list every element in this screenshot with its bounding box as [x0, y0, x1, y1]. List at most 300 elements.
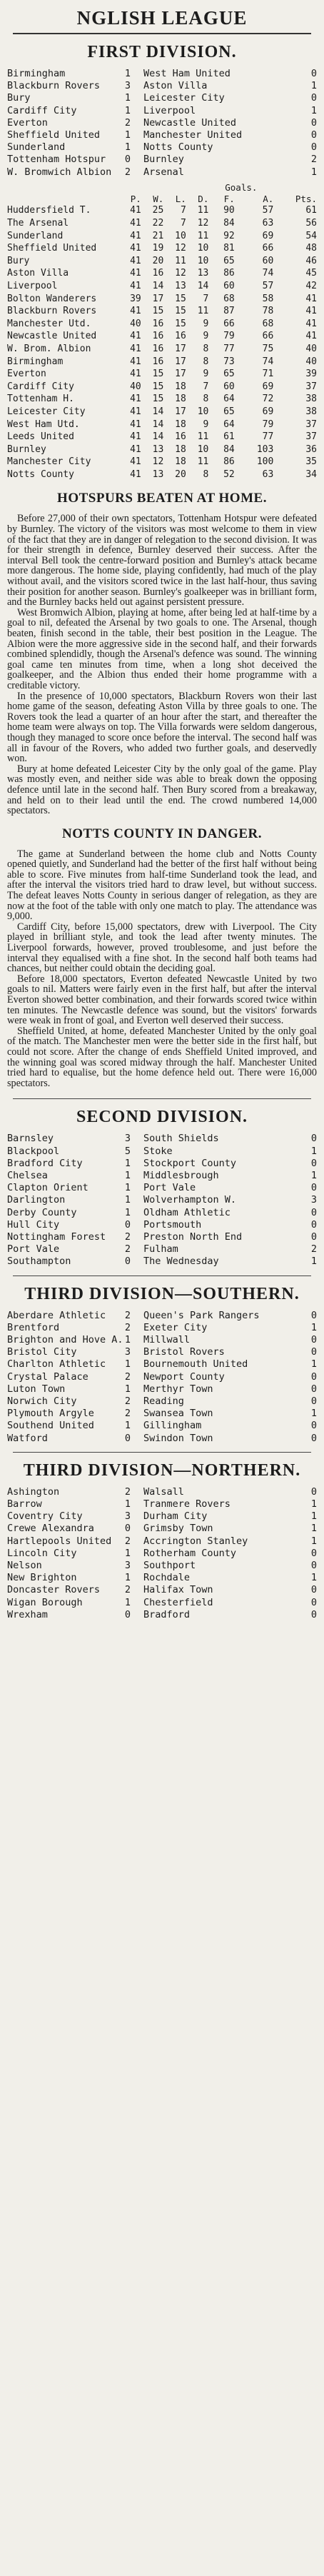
stat-cell: 77	[223, 343, 235, 354]
stat-cell: 9	[203, 419, 209, 430]
stat-cell: 41	[130, 230, 141, 241]
stat-cell: 13	[175, 280, 186, 291]
standings-row	[7, 468, 317, 481]
result-row	[7, 1498, 317, 1510]
stat-cell: 79	[223, 331, 235, 342]
away-score: 0	[310, 92, 317, 104]
home-team: Sunderland	[7, 141, 66, 154]
stat-cell: 10	[175, 230, 186, 241]
stat-cell: 11	[197, 431, 209, 443]
stat-cell: 14	[152, 431, 164, 443]
stat-cell: 41	[305, 306, 317, 317]
away-score: 1	[310, 1498, 317, 1510]
home-score: 2	[124, 1243, 131, 1256]
away-team: Arsenal	[143, 166, 184, 178]
column-header: W.	[153, 194, 164, 205]
stat-cell: 81	[223, 243, 235, 254]
away-score: 0	[310, 116, 317, 129]
standings-row	[7, 293, 317, 306]
home-score: 5	[124, 1145, 131, 1157]
away-score: 0	[310, 1309, 317, 1321]
home-score: 1	[124, 104, 131, 116]
away-score: 1	[310, 1358, 317, 1370]
home-score: 1	[124, 1498, 131, 1510]
standings-row	[7, 318, 317, 331]
stat-cell: 69	[262, 230, 274, 241]
away-score: 1	[310, 1535, 317, 1547]
home-team: Port Vale	[7, 1243, 60, 1256]
stat-cell: 13	[152, 468, 164, 480]
stat-cell: 41	[130, 406, 141, 417]
home-score: 0	[124, 1256, 131, 1268]
stat-cell: 34	[305, 468, 317, 480]
standings-row	[7, 431, 317, 443]
away-score: 0	[310, 1560, 317, 1572]
standings-row	[7, 381, 317, 394]
home-team: Everton	[7, 116, 48, 129]
home-team: Barrow	[7, 1498, 42, 1510]
stat-cell: 12	[175, 268, 186, 279]
result-row	[7, 166, 317, 179]
stat-cell: 16	[152, 268, 164, 279]
away-team: Oldham Athletic	[143, 1206, 231, 1218]
away-score: 1	[310, 80, 317, 92]
home-score: 2	[124, 1321, 131, 1333]
stat-cell: 52	[223, 468, 235, 480]
stat-cell: 39	[305, 369, 317, 380]
stat-cell: 11	[197, 306, 209, 317]
away-team: South Shields	[143, 1133, 219, 1145]
home-team: Bury	[7, 92, 31, 104]
home-score: 1	[124, 1358, 131, 1370]
stat-cell: 12	[197, 218, 209, 229]
away-score: 1	[310, 1321, 317, 1333]
away-score: 1	[310, 1408, 317, 1420]
result-row	[7, 154, 317, 166]
stat-cell: 60	[223, 280, 235, 291]
stat-cell: 14	[152, 406, 164, 417]
stat-cell: 92	[223, 230, 235, 241]
away-team: Rotherham County	[143, 1547, 236, 1559]
home-team: W. Bromwich Albion	[7, 166, 112, 178]
away-team: Notts County	[143, 141, 213, 154]
stat-cell: 9	[203, 369, 209, 380]
result-row	[7, 1194, 317, 1206]
club-name: Tottenham H.	[7, 394, 74, 405]
standings-row	[7, 280, 317, 293]
article-paragraph: In the presence of 10,000 spectators, Blackburn Rovers won their last home game of the season, defeating Aston Villa by three goals to one. The Rovers took the lead a quarter of an hour after the start, and thereafter the home team were always on top. The Villa forwards were seldom dangerous, though they managed to score once before the interval. The second half was all in favour of the Rovers, who added two further goals, and deservedly won.	[7, 690, 317, 765]
stat-cell: 41	[130, 343, 141, 354]
away-score: 0	[310, 1608, 317, 1620]
home-team: Hartlepools United	[7, 1535, 112, 1547]
home-team: Birmingham	[7, 68, 66, 79]
stat-cell: 8	[203, 343, 209, 354]
stat-cell: 15	[175, 293, 186, 304]
stat-cell: 11	[197, 456, 209, 468]
stat-cell: 22	[152, 218, 164, 229]
article2-body	[7, 849, 317, 1089]
standings-row	[7, 204, 317, 217]
stat-cell: 41	[130, 255, 141, 266]
result-row	[7, 1358, 317, 1370]
away-score: 0	[310, 1395, 317, 1408]
home-team: Wigan Borough	[7, 1596, 83, 1608]
column-header: A.	[263, 194, 274, 205]
stat-cell: 8	[203, 356, 209, 367]
stat-cell: 18	[175, 381, 186, 392]
stat-cell: 37	[305, 381, 317, 392]
stat-cell: 17	[175, 369, 186, 380]
home-team: Nelson	[7, 1560, 42, 1572]
masthead: NGLISH LEAGUE	[76, 7, 248, 29]
stat-cell: 71	[262, 369, 274, 380]
standings-row	[7, 230, 317, 243]
third-south-results	[7, 1310, 317, 1445]
home-team: Brentford	[7, 1321, 60, 1333]
result-row	[7, 1584, 317, 1596]
stat-cell: 15	[152, 381, 164, 392]
home-team: Plymouth Argyle	[7, 1408, 94, 1420]
away-score: 1	[310, 1523, 317, 1535]
article-paragraph: Cardiff City, before 15,000 spectators, drew with Liverpool. The City played in brilliant style, and took the lead after twenty minutes. The Liverpool forwards, however, proved troublesome, and just before the interval they equalised with a fine shot. In the second half both teams had chances, but neither could obtain the deciding goal.	[7, 921, 317, 975]
away-score: 0	[310, 1485, 317, 1498]
result-row	[7, 1182, 317, 1194]
stat-cell: 41	[130, 431, 141, 443]
stat-cell: 36	[305, 443, 317, 455]
club-name: Notts County	[7, 468, 74, 480]
home-team: New Brighton	[7, 1572, 77, 1584]
result-row	[7, 1510, 317, 1523]
away-team: Burnley	[143, 154, 184, 166]
result-row	[7, 129, 317, 141]
home-team: Southampton	[7, 1256, 71, 1268]
away-team: Leicester City	[143, 92, 225, 104]
stat-cell: 66	[262, 331, 274, 342]
stat-cell: 11	[175, 255, 186, 266]
stat-cell: 13	[152, 443, 164, 455]
stat-cell: 40	[130, 318, 141, 329]
home-score: 2	[124, 1485, 131, 1498]
result-row	[7, 1433, 317, 1445]
home-team: Derby County	[7, 1206, 77, 1218]
home-score: 0	[124, 1218, 131, 1231]
home-score: 1	[124, 1182, 131, 1194]
home-score: 1	[124, 1547, 131, 1559]
stat-cell: 40	[305, 356, 317, 367]
stat-cell: 15	[175, 318, 186, 329]
stat-cell: 10	[197, 255, 209, 266]
stat-cell: 20	[152, 255, 164, 266]
result-row	[7, 1310, 317, 1322]
home-team: Nottingham Forest	[7, 1231, 106, 1243]
stat-cell: 41	[130, 419, 141, 430]
away-team: Rochdale	[143, 1572, 190, 1584]
home-team: Clapton Orient	[7, 1182, 88, 1194]
home-team: Norwich City	[7, 1395, 77, 1408]
first-division-heading: FIRST DIVISION.	[87, 43, 237, 61]
stat-cell: 14	[197, 280, 209, 291]
home-team: Cardiff City	[7, 104, 77, 116]
standings-row	[7, 255, 317, 268]
stat-cell: 64	[223, 419, 235, 430]
away-team: Tranmere Rovers	[143, 1498, 231, 1510]
stat-cell: 54	[305, 230, 317, 241]
article1-headline: HOTSPURS BEATEN AT HOME.	[57, 491, 267, 506]
club-name: Liverpool	[7, 280, 58, 291]
result-row	[7, 1146, 317, 1158]
club-name: W. Brom. Albion	[7, 343, 91, 354]
away-score: 1	[310, 1145, 317, 1157]
standings-row	[7, 393, 317, 406]
away-team: Port Vale	[143, 1182, 196, 1194]
away-team: Halifax Town	[143, 1584, 213, 1596]
result-row	[7, 1170, 317, 1182]
goals-label: Goals.	[225, 181, 258, 193]
standings-row	[7, 330, 317, 343]
club-name: Huddersfield T.	[7, 205, 91, 216]
stat-cell: 87	[223, 306, 235, 317]
stat-cell: 41	[130, 356, 141, 367]
column-header: D.	[198, 194, 209, 205]
result-row	[7, 1158, 317, 1170]
result-row	[7, 1535, 317, 1548]
home-score: 0	[124, 1432, 131, 1444]
home-score: 1	[124, 1596, 131, 1608]
stat-cell: 17	[175, 406, 186, 417]
stat-cell: 68	[262, 318, 274, 329]
home-score: 1	[124, 129, 131, 141]
away-team: Preston North End	[143, 1231, 243, 1243]
home-team: Bradford City	[7, 1157, 83, 1169]
away-team: Portsmouth	[143, 1218, 202, 1231]
away-team: Southport	[143, 1560, 196, 1572]
home-score: 3	[124, 1560, 131, 1572]
stat-cell: 7	[181, 205, 186, 216]
away-score: 0	[310, 1218, 317, 1231]
stat-cell: 7	[203, 381, 209, 392]
home-score: 1	[124, 1420, 131, 1432]
stat-cell: 38	[305, 394, 317, 405]
away-team: Bradford	[143, 1608, 190, 1620]
away-team: Gillingham	[143, 1420, 202, 1432]
away-team: Bournemouth United	[143, 1358, 248, 1370]
stat-cell: 100	[256, 456, 274, 468]
stat-cell: 103	[256, 443, 274, 455]
stat-cell: 16	[175, 431, 186, 443]
stat-cell: 10	[197, 406, 209, 417]
home-score: 2	[124, 1535, 131, 1547]
result-row	[7, 1334, 317, 1346]
club-name: Everton	[7, 369, 46, 380]
away-score: 2	[310, 154, 317, 166]
stat-cell: 66	[262, 243, 274, 254]
home-score: 3	[124, 1510, 131, 1523]
standings-row	[7, 343, 317, 356]
stat-cell: 58	[262, 293, 274, 304]
result-row	[7, 1408, 317, 1420]
column-header: F.	[223, 194, 235, 205]
first-division-standings	[7, 181, 317, 481]
stat-cell: 41	[130, 306, 141, 317]
result-row	[7, 68, 317, 80]
away-team: Accrington Stanley	[143, 1535, 248, 1547]
result-row	[7, 1383, 317, 1395]
column-header: L.	[175, 194, 186, 205]
stat-cell: 41	[305, 318, 317, 329]
home-team: Barnsley	[7, 1133, 54, 1145]
stat-cell: 40	[130, 381, 141, 392]
home-score: 1	[124, 1206, 131, 1218]
stat-cell: 65	[223, 369, 235, 380]
away-team: Liverpool	[143, 104, 196, 116]
home-score: 2	[124, 116, 131, 129]
result-row	[7, 1420, 317, 1432]
home-team: Wrexham	[7, 1608, 48, 1620]
stat-cell: 13	[197, 268, 209, 279]
stat-cell: 66	[223, 318, 235, 329]
away-team: Newport County	[143, 1370, 225, 1383]
club-name: Sunderland	[7, 230, 64, 241]
stat-cell: 41	[130, 443, 141, 455]
away-team: Durham City	[143, 1510, 208, 1523]
stat-cell: 41	[305, 331, 317, 342]
stat-cell: 86	[223, 456, 235, 468]
stat-cell: 42	[305, 280, 317, 291]
away-team: Bristol Rovers	[143, 1346, 225, 1358]
away-team: Aston Villa	[143, 80, 208, 92]
stat-cell: 7	[181, 218, 186, 229]
stat-cell: 15	[152, 369, 164, 380]
stat-cell: 14	[152, 280, 164, 291]
result-row	[7, 1609, 317, 1621]
result-row	[7, 1548, 317, 1560]
article-paragraph: West Bromwich Albion, playing at home, after being led at half-time by a goal to nil, defeated the Arsenal by two goals to one. The Arsenal, though beaten, finish second in the table, their best position in the League. The Albion were the more aggressive side in the second half, and their forwards combined splendidly, though the Arsenal's defence was sound. The winning goal came ten minutes from time, when a long shot deceived the goalkeeper, and the Albion thus ended their home programme with a creditable victory.	[7, 606, 317, 691]
stat-cell: 10	[197, 243, 209, 254]
stat-cell: 74	[262, 268, 274, 279]
stat-cell: 41	[130, 243, 141, 254]
away-score: 0	[310, 1370, 317, 1383]
stat-cell: 57	[262, 205, 274, 216]
result-row	[7, 1597, 317, 1609]
standings-row	[7, 217, 317, 230]
away-score: 0	[310, 1547, 317, 1559]
stat-cell: 57	[262, 280, 274, 291]
away-score: 0	[310, 1206, 317, 1218]
stat-cell: 41	[130, 268, 141, 279]
away-score: 0	[310, 129, 317, 141]
stat-cell: 46	[305, 255, 317, 266]
stat-cell: 17	[175, 356, 186, 367]
away-score: 1	[310, 1572, 317, 1584]
result-row	[7, 1243, 317, 1256]
result-row	[7, 1371, 317, 1383]
stat-cell: 63	[262, 468, 274, 480]
stat-cell: 73	[223, 356, 235, 367]
away-score: 1	[310, 104, 317, 116]
home-team: Watford	[7, 1432, 48, 1444]
stat-cell: 41	[130, 218, 141, 229]
stat-cell: 16	[152, 343, 164, 354]
home-team: Blackburn Rovers	[7, 80, 101, 92]
stat-cell: 12	[152, 456, 164, 468]
stat-cell: 14	[152, 419, 164, 430]
away-team: Queen's Park Rangers	[143, 1309, 260, 1321]
away-score: 2	[310, 1243, 317, 1256]
club-name: Cardiff City	[7, 381, 74, 392]
away-team: Exeter City	[143, 1321, 208, 1333]
away-team: Stockport County	[143, 1157, 236, 1169]
stat-cell: 16	[175, 331, 186, 342]
away-score: 0	[310, 68, 317, 79]
stat-cell: 75	[262, 343, 274, 354]
first-division-results	[7, 68, 317, 179]
away-team: Swansea Town	[143, 1408, 213, 1420]
home-score: 1	[124, 1334, 131, 1345]
standings-row	[7, 242, 317, 255]
away-team: Walsall	[143, 1485, 184, 1498]
away-score: 0	[310, 1334, 317, 1345]
stat-cell: 61	[223, 431, 235, 443]
stat-cell: 7	[203, 293, 209, 304]
away-team: Grimsby Town	[143, 1523, 213, 1535]
stat-cell: 60	[262, 255, 274, 266]
home-score: 1	[124, 1383, 131, 1395]
result-row	[7, 92, 317, 104]
club-name: West Ham Utd.	[7, 419, 80, 430]
away-score: 0	[310, 1432, 317, 1444]
home-score: 1	[124, 141, 131, 154]
standings-row	[7, 456, 317, 468]
stat-cell: 65	[223, 406, 235, 417]
away-team: Merthyr Town	[143, 1383, 213, 1395]
away-team: Fulham	[143, 1243, 178, 1256]
second-division-heading: SECOND DIVISION.	[76, 1108, 248, 1127]
away-score: 0	[310, 1420, 317, 1432]
home-team: Tottenham Hotspur	[7, 154, 106, 166]
stat-cell: 78	[262, 306, 274, 317]
stat-cell: 11	[197, 205, 209, 216]
stat-cell: 72	[262, 394, 274, 405]
away-score: 0	[310, 1584, 317, 1596]
home-score: 2	[124, 1395, 131, 1408]
stat-cell: 65	[223, 255, 235, 266]
result-row	[7, 1133, 317, 1145]
stat-cell: 38	[305, 406, 317, 417]
away-team: Swindon Town	[143, 1432, 213, 1444]
home-score: 0	[124, 154, 131, 166]
away-team: Millwall	[143, 1334, 190, 1345]
result-row	[7, 1346, 317, 1358]
home-team: Southend United	[7, 1420, 94, 1432]
home-score: 1	[124, 68, 131, 79]
stat-cell: 84	[223, 443, 235, 455]
stat-cell: 41	[130, 369, 141, 380]
away-team: Reading	[143, 1395, 184, 1408]
article1-body	[7, 513, 317, 816]
stat-cell: 79	[262, 419, 274, 430]
stat-cell: 16	[152, 331, 164, 342]
article-paragraph: Before 18,000 spectators, Everton defeated Newcastle United by two goals to nil. Matters were fairly even in the first half, but after the interval Everton showed better combination, and their forwards scored twice within ten minutes. The Newcastle defence was sound, but the visitors' forwards were weak in front of goal, and Everton well deserved their success.	[7, 973, 317, 1027]
home-team: Sheffield United	[7, 129, 101, 141]
stat-cell: 74	[262, 356, 274, 367]
stat-cell: 41	[130, 468, 141, 480]
result-row	[7, 1523, 317, 1535]
stat-cell: 41	[130, 394, 141, 405]
stat-cell: 41	[130, 280, 141, 291]
second-division-results	[7, 1133, 317, 1268]
away-score: 0	[310, 1346, 317, 1358]
stat-cell: 15	[152, 306, 164, 317]
